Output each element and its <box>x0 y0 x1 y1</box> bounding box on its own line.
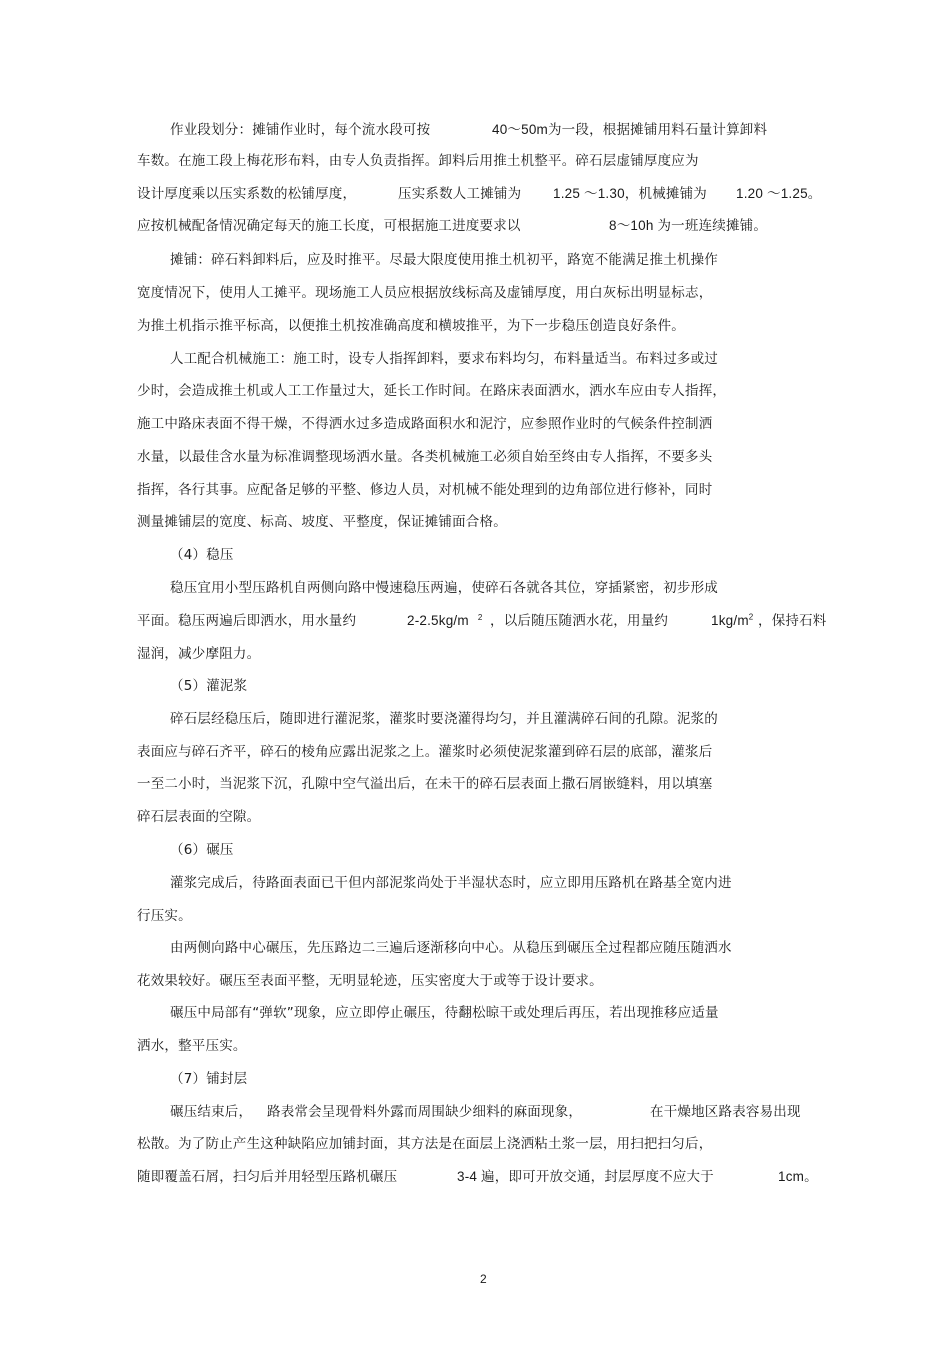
paragraph-line: 测量摊铺层的宽度、标高、坡度、平整度，保证摊铺面合格。 <box>137 514 507 530</box>
paragraph-line: 碎石层经稳压后，随即进行灌泥浆，灌浆时要浇灌得均匀，并且灌满碎石间的孔隙。泥浆的 <box>170 711 718 727</box>
paragraph-line: 施工中路床表面不得干燥，不得洒水过多造成路面积水和泥泞，应参照作业时的气候条件控制洒 <box>137 416 713 432</box>
paragraph-line: 应按机械配备情况确定每天的施工长度，可根据施工进度要求以 <box>137 218 521 234</box>
paragraph-line: 设计厚度乘以压实系数的松铺厚度， <box>137 186 357 202</box>
paragraph-line: 人工配合机械施工：施工时，设专人指挥卸料，要求布料均匀，布料量适当。布料过多或过 <box>170 351 718 367</box>
section-heading: （5）灌泥浆 <box>170 678 248 694</box>
paragraph-line: 1.25 ～1.30，机械摊铺为 <box>553 186 708 201</box>
paragraph-line <box>711 612 753 630</box>
paragraph-line: 摊铺：碎石料卸料后，应及时推平。尽最大限度使用推土机初平，路宽不能满足推土机操作 <box>170 252 718 268</box>
paragraph-line: 8～10h 为一班连续摊铺。 <box>609 218 768 233</box>
paragraph-line: 在干燥地区路表容易出现 <box>650 1104 801 1120</box>
section-heading: （6）碾压 <box>170 842 234 858</box>
paragraph-line: 1cm。 <box>778 1169 818 1184</box>
paragraph-line: 平面。稳压两遍后即洒水，用水量约 <box>137 613 357 629</box>
paragraph-line: 由两侧向路中心碾压，先压路边二三遍后逐渐移向中心。从稳压到碾压全过程都应随压随洒水 <box>170 940 732 956</box>
section-heading: （7）铺封层 <box>170 1071 248 1087</box>
paragraph-line: 为推土机指示推平标高，以便推土机按准确高度和横坡推平，为下一步稳压创造良好条件。 <box>137 318 685 334</box>
paragraph-line: 松散。为了防止产生这种缺陷应加铺封面，其方法是在面层上浇洒粘土浆一层，用扫把扫匀后， <box>137 1136 713 1152</box>
paragraph-line: 湿润，减少摩阻力。 <box>137 646 261 662</box>
paragraph-line: 车数。在施工段上梅花形布料，由专人负责指挥。卸料后用推土机整平。碎石层虚铺厚度应为 <box>137 153 699 169</box>
text-segment: 40～50m为一段，根据摊铺用料石量计算卸料 <box>492 122 768 137</box>
paragraph-line: 3-4 遍，即可开放交通，封层厚度不应大于 <box>457 1169 714 1184</box>
paragraph-line <box>492 121 767 139</box>
paragraph-line: 1.20 ～1.25。 <box>736 186 822 201</box>
paragraph-line: 碎石层表面的空隙。 <box>137 809 261 825</box>
paragraph-line: 花效果较好。碾压至表面平整，无明显轮迹，压实密度大于或等于设计要求。 <box>137 973 603 989</box>
paragraph-line: 一至二小时，当泥浆下沉，孔隙中空气溢出后，在未干的碎石层表面上撒石屑嵌缝料，用以填塞 <box>137 776 713 792</box>
text-segment: 1kg/m <box>711 613 749 628</box>
paragraph-line <box>407 612 482 630</box>
superscript: 2 <box>748 612 754 622</box>
paragraph-line: 随即覆盖石屑，扫匀后并用轻型压路机碾压 <box>137 1169 398 1185</box>
paragraph-line: 表面应与碎石齐平，碎石的棱角应露出泥浆之上。灌浆时必须使泥浆灌到碎石层的底部，灌浆后 <box>137 744 713 760</box>
paragraph-line: 少时，会造成推土机或人工工作量过大，延长工作时间。在路床表面洒水，洒水车应由专人指挥， <box>137 383 727 399</box>
page-number: 2 <box>480 1272 487 1286</box>
paragraph-line: 路表常会呈现骨料外露而周围缺少细料的麻面现象， <box>267 1104 583 1120</box>
paragraph-line: 稳压宜用小型压路机自两侧向路中慢速稳压两遍，使碎石各就各其位，穿插紧密，初步形成 <box>170 580 718 596</box>
text-segment: 2-2.5kg/m <box>407 613 469 628</box>
paragraph-line: 压实系数人工摊铺为 <box>398 186 522 202</box>
paragraph-line: 水量，以最佳含水量为标准调整现场洒水量。各类机械施工必须自始至终由专人指挥，不要多头 <box>137 449 713 465</box>
paragraph-line: 指挥，各行其事。应配备足够的平整、修边人员，对机械不能处理到的边角部位进行修补，同时 <box>137 482 713 498</box>
paragraph-line: 碾压结束后， <box>170 1104 253 1120</box>
paragraph-line <box>170 121 430 139</box>
section-heading: （4）稳压 <box>170 547 234 563</box>
paragraph-line: 洒水，整平压实。 <box>137 1038 247 1054</box>
paragraph-line: 宽度情况下，使用人工摊平。现场施工人员应根据放线标高及虚铺厚度，用白灰标出明显标志， <box>137 285 713 301</box>
superscript: 2 <box>477 612 483 622</box>
paragraph-line: 碾压中局部有“弹软”现象，应立即停止碾压，待翻松晾干或处理后再压，若出现推移应适量 <box>170 1005 719 1021</box>
paragraph-line: 行压实。 <box>137 908 192 924</box>
paragraph-line: 灌浆完成后，待路面表面已干但内部泥浆尚处于半湿状态时，应立即用压路机在路基全宽内进 <box>170 875 732 891</box>
paragraph-line: ，保持石料 <box>758 613 827 629</box>
paragraph-line: ，以后随压随洒水花，用量约 <box>490 613 669 629</box>
text-segment: 作业段划分：摊铺作业时，每个流水段可按 <box>170 122 431 138</box>
